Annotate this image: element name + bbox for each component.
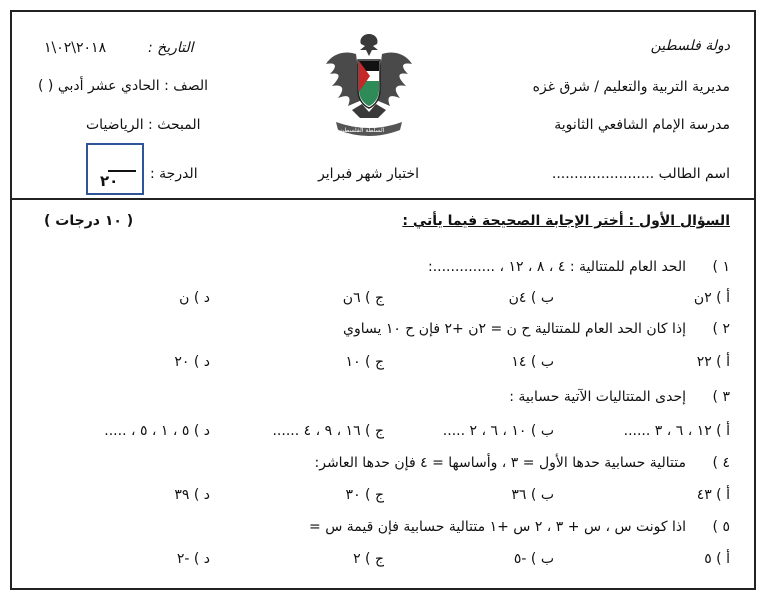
date-value: ٢٠١٨\٠٢\١ <box>44 40 107 56</box>
option-b: ب ) ٤ن <box>508 290 554 306</box>
emblem-caption: السلطة الفلسطينية <box>336 127 385 134</box>
question-number: ١ ) <box>712 259 730 275</box>
header-divider <box>12 198 754 200</box>
option-d: د ) ٥ ، ١ ، ٥ ، ..... <box>104 423 210 439</box>
question-text: اذا كونت س ، س + ٣ ، ٢ س +١ متتالية حسابية فإن قيمة س = <box>309 519 686 535</box>
school-label: مدرسة الإمام الشافعي الثانوية <box>554 117 730 133</box>
option-d: د ) -٢ <box>176 551 210 567</box>
option-a: أ ) ١٢ ، ٦ ، ٣ ...... <box>623 423 730 439</box>
palestinian-authority-emblem <box>322 30 416 142</box>
section-title: السؤال الأول : أختر الإجابة الصحيحة فيما يأتي : <box>402 213 730 229</box>
option-b: ب ) ١٠ ، ٦ ، ٢ ..... <box>442 423 554 439</box>
question-number: ٣ ) <box>712 389 730 405</box>
question-number: ٤ ) <box>712 455 730 471</box>
option-b: ب ) ١٤ <box>511 354 554 370</box>
question-text: إحدى المتتاليات الآتية حسابية : <box>509 389 686 405</box>
class-label: الصف : الحادي عشر أدبي ( ) <box>38 78 209 94</box>
option-c: ج ) ٣٠ <box>345 487 384 503</box>
option-b: ب ) ٣٦ <box>511 487 554 503</box>
question-text: الحد العام للمتتالية : ٤ ، ٨ ، ١٢ ، ..............: <box>427 259 686 275</box>
directorate-label: مديرية التربية والتعليم / شرق غزه <box>532 79 730 95</box>
question-number: ٥ ) <box>712 519 730 535</box>
student-name-field: اسم الطالب ....................... <box>551 166 730 182</box>
question-text: متتالية حسابية حدها الأول = ٣ ، وأساسها = ٤ فإن حدها العاشر: <box>314 455 686 471</box>
subject-label: المبحث : الرياضيات <box>86 117 201 133</box>
date-label: التاريخ : <box>148 40 194 56</box>
option-a: أ ) ٤٣ <box>696 487 730 503</box>
option-d: د ) ٢٠ <box>174 354 210 370</box>
option-a: أ ) ٢ن <box>693 290 730 306</box>
country-label: دولة فلسطين <box>650 38 730 54</box>
option-c: ج ) ١٠ <box>345 354 384 370</box>
option-c: ج ) ٦ن <box>342 290 384 306</box>
question-number: ٢ ) <box>712 321 730 337</box>
option-b: ب ) -٥ <box>513 551 554 567</box>
option-a: أ ) ٢٢ <box>696 354 730 370</box>
option-d: د ) ن <box>179 290 210 306</box>
option-d: د ) ٣٩ <box>174 487 210 503</box>
option-c: ج ) ١٦ ، ٩ ، ٤ ...... <box>272 423 384 439</box>
option-a: أ ) ٥ <box>704 551 730 567</box>
grade-label: الدرجة : <box>150 166 198 182</box>
section-marks: ( ١٠ درجات ) <box>44 213 134 229</box>
question-text: إذا كان الحد العام للمتتالية ح ن = ٢ن +٢ فإن ح ١٠ يساوي <box>342 321 686 337</box>
exam-title: اختبار شهر فبراير <box>318 166 419 182</box>
option-c: ج ) ٢ <box>353 551 384 567</box>
grade-total: ٢٠ <box>100 172 119 190</box>
